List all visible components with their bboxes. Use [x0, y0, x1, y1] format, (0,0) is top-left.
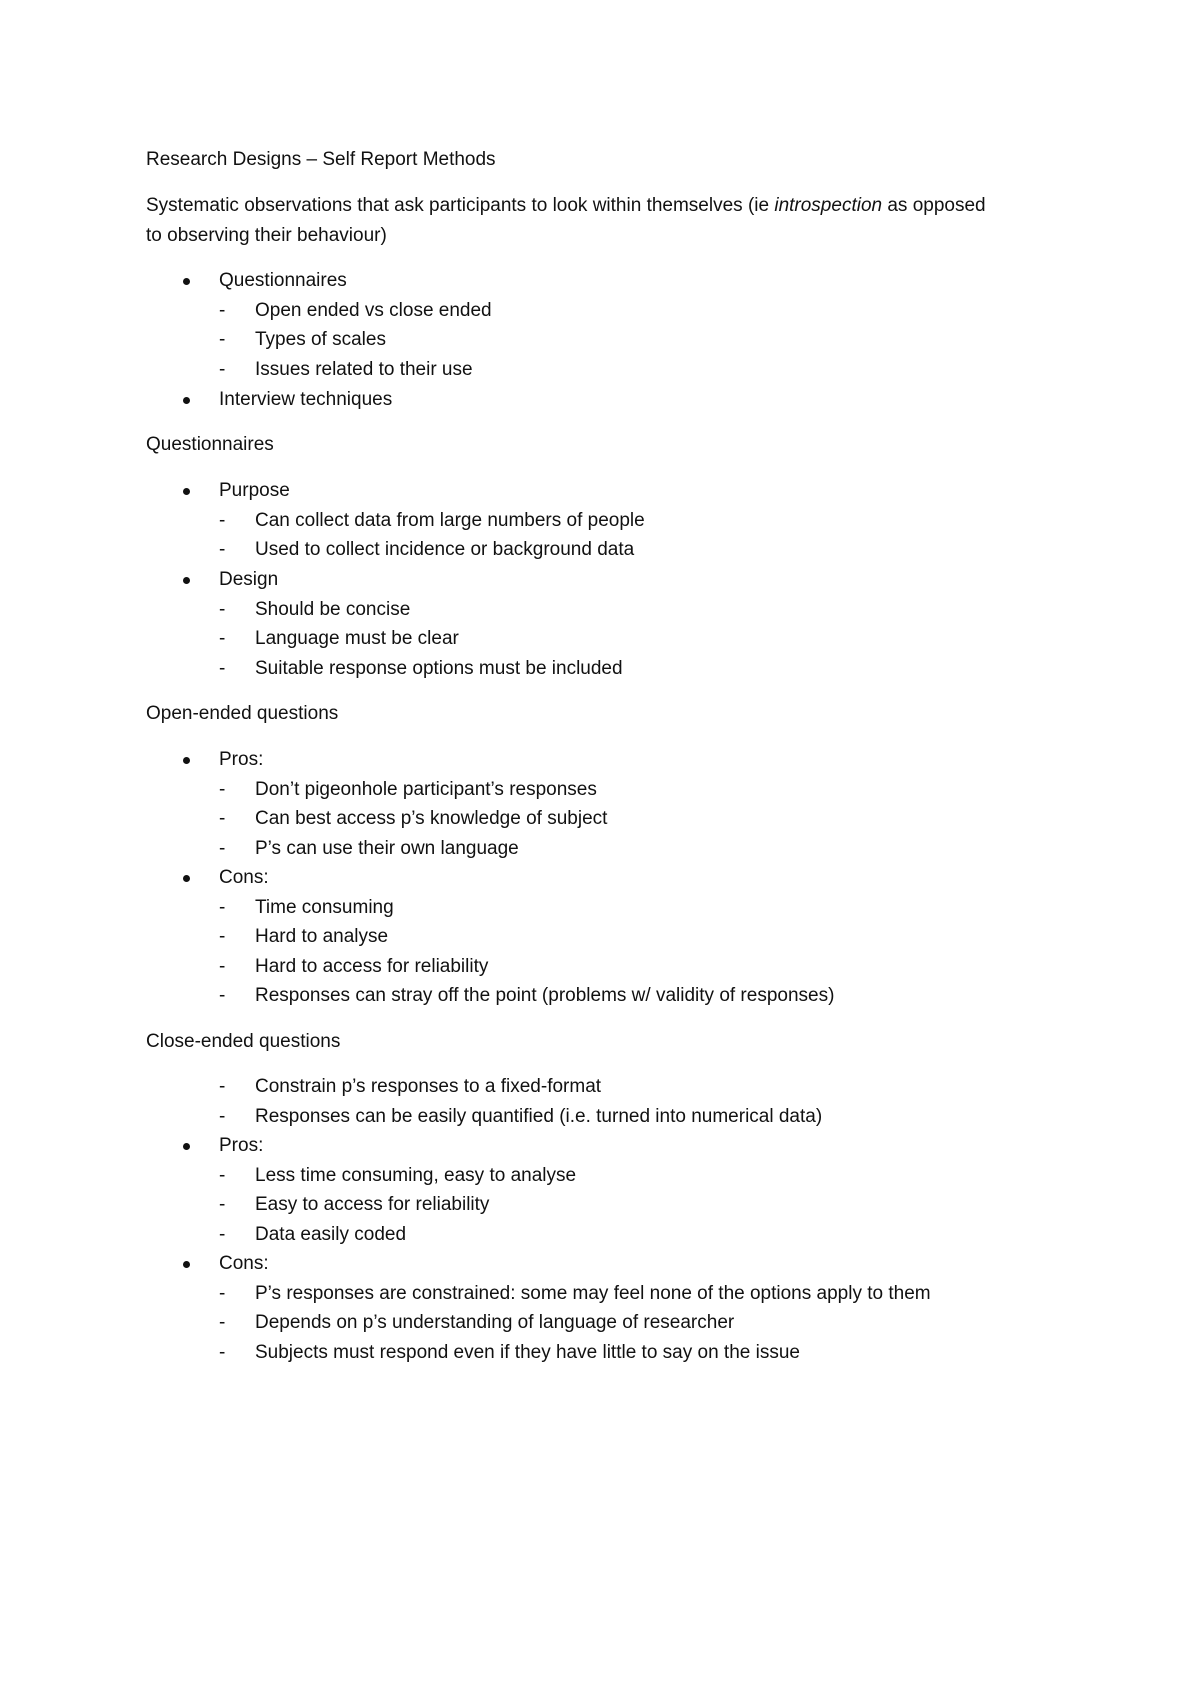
close-ended-item: Responses can be easily quantified (i.e. turned into numerical data) [255, 1106, 823, 1127]
dash-marker: - [219, 1342, 226, 1363]
section-heading-open-ended: Open-ended questions [146, 703, 339, 724]
intro-text-before: Systematic observations that ask participants to look within themselves (ie [146, 195, 775, 216]
dash-marker: - [219, 329, 226, 350]
outline-sub-item: Types of scales [255, 329, 386, 350]
intro-line-2: to observing their behaviour) [146, 225, 387, 246]
purpose-item: Used to collect incidence or background data [255, 539, 635, 560]
dash-marker: - [219, 985, 226, 1006]
dash-marker: - [219, 1194, 226, 1215]
dash-marker: - [219, 1106, 226, 1127]
dash-marker: - [219, 599, 226, 620]
pros-item: Easy to access for reliability [255, 1194, 490, 1215]
cons-item: Subjects must respond even if they have little to say on the issue [255, 1342, 800, 1363]
section-heading-questionnaires: Questionnaires [146, 434, 274, 455]
pros-item: Don’t pigeonhole participant’s responses [255, 779, 597, 800]
dash-marker: - [219, 300, 226, 321]
bullet-marker [183, 1143, 190, 1150]
cons-item: Hard to access for reliability [255, 956, 489, 977]
dash-marker: - [219, 628, 226, 649]
bullet-purpose: Purpose [219, 480, 290, 501]
intro-line-1 [146, 194, 986, 218]
purpose-item: Can collect data from large numbers of people [255, 510, 645, 531]
intro-italic-term: introspection [774, 195, 883, 216]
dash-marker: - [219, 510, 226, 531]
cons-item: Responses can stray off the point (problems w/ validity of responses) [255, 985, 835, 1006]
pros-item: Less time consuming, easy to analyse [255, 1165, 577, 1186]
bullet-marker [183, 875, 190, 882]
pros-item: Data easily coded [255, 1224, 407, 1245]
intro-text-after: as opposed [882, 195, 986, 216]
dash-marker: - [219, 838, 226, 859]
design-item: Suitable response options must be included [255, 658, 623, 679]
cons-item: Depends on p’s understanding of language of researcher [255, 1312, 735, 1333]
dash-marker: - [219, 1076, 226, 1097]
bullet-marker [183, 757, 190, 764]
dash-marker: - [219, 539, 226, 560]
bullet-marker [183, 488, 190, 495]
dash-marker: - [219, 1224, 226, 1245]
dash-marker: - [219, 1312, 226, 1333]
pros-item: P’s can use their own language [255, 838, 519, 859]
cons-item: Time consuming [255, 897, 394, 918]
bullet-marker [183, 278, 190, 285]
bullet-pros: Pros: [219, 749, 264, 770]
dash-marker: - [219, 1283, 226, 1304]
section-heading-close-ended: Close-ended questions [146, 1031, 341, 1052]
pros-item: Can best access p’s knowledge of subject [255, 808, 608, 829]
bullet-cons: Cons: [219, 1253, 269, 1274]
dash-marker: - [219, 956, 226, 977]
dash-marker: - [219, 359, 226, 380]
dash-marker: - [219, 926, 226, 947]
outline-bullet-questionnaires: Questionnaires [219, 270, 347, 291]
dash-marker: - [219, 897, 226, 918]
design-item: Language must be clear [255, 628, 459, 649]
outline-sub-item: Open ended vs close ended [255, 300, 492, 321]
outline-bullet-interview: Interview techniques [219, 389, 393, 410]
dash-marker: - [219, 808, 226, 829]
bullet-pros: Pros: [219, 1135, 264, 1156]
page-title: Research Designs – Self Report Methods [146, 149, 496, 170]
bullet-cons: Cons: [219, 867, 269, 888]
dash-marker: - [219, 1165, 226, 1186]
close-ended-item: Constrain p’s responses to a fixed-format [255, 1076, 602, 1097]
outline-sub-item: Issues related to their use [255, 359, 473, 380]
cons-item: P’s responses are constrained: some may feel none of the options apply to them [255, 1283, 931, 1304]
cons-item: Hard to analyse [255, 926, 389, 947]
bullet-marker [183, 1261, 190, 1268]
design-item: Should be concise [255, 599, 411, 620]
bullet-marker [183, 397, 190, 404]
dash-marker: - [219, 658, 226, 679]
bullet-design: Design [219, 569, 279, 590]
bullet-marker [183, 577, 190, 584]
dash-marker: - [219, 779, 226, 800]
